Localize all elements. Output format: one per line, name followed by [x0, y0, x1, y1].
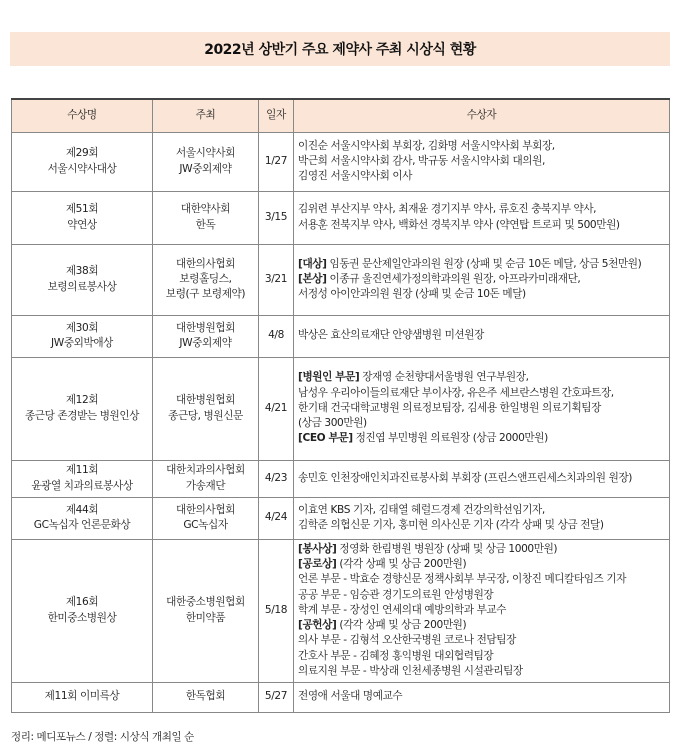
table-row: [12, 191, 670, 244]
header-winners: 수상자: [294, 99, 670, 132]
winners-cell: [294, 191, 670, 244]
winner-text: 박상은 효산의료재단 안양샘병원 미션원장: [298, 329, 484, 342]
host-cell: [153, 539, 259, 682]
winner-text: 간호사 부문 - 김혜정 홍익병원 대외협력팀장: [298, 649, 494, 662]
award-name-cell-line: 제44회: [65, 503, 99, 516]
category-label: [봉사상]: [298, 543, 337, 556]
host-cell-line: 서울시약사회: [175, 147, 235, 160]
award-name-cell-line: 제11회 이미륵상: [44, 690, 120, 703]
host-cell-line: 가송재단: [185, 479, 226, 492]
award-name-cell-line: GC녹십자 언론문화상: [33, 519, 131, 531]
winner-line: [298, 287, 663, 302]
winner-text: 언론 부문 - 박효순 경향신문 정책사회부 부국장, 이창진 메디칼타임즈 기자: [298, 573, 627, 586]
award-name-cell-line: 윤광열 치과의료봉사상: [31, 479, 133, 492]
date-cell: 4/24: [259, 497, 294, 539]
winner-line: [298, 328, 663, 343]
table-row: [12, 315, 670, 357]
winner-text: 이효연 KBS 기자, 김태열 헤럴드경제 건강의학선임기자,: [298, 503, 545, 516]
table-body: [12, 132, 670, 712]
winner-line: [298, 664, 663, 679]
winner-text: (각각 상패 및 상금 200만원): [336, 619, 467, 632]
award-name-cell: [12, 460, 153, 497]
category-label: [대상]: [298, 257, 327, 270]
winner-text: 학계 부문 - 장성인 연세의대 예방의학과 부교수: [298, 603, 507, 616]
winner-text: 장재영 순천향대서울병원 연구부원장,: [359, 371, 529, 384]
winner-line: [298, 572, 663, 587]
winner-text: 정영화 한림병원 병원장 (상패 및 상금 1000만원): [336, 543, 558, 556]
source-note: 정리: 메디포뉴스 / 정렬: 시상식 개최일 순: [11, 731, 194, 743]
winner-line: [298, 416, 663, 431]
winners-cell: [294, 682, 670, 712]
date-cell: 4/23: [259, 460, 294, 497]
winner-text: 전영애 서울대 명예교수: [298, 690, 403, 703]
award-name-cell-line: 약연상: [67, 218, 97, 231]
winners-cell: [294, 460, 670, 497]
winners-cell: [294, 539, 670, 682]
host-cell-line: 보령홀딩스,: [179, 272, 232, 285]
winner-text: 정진엽 부민병원 의료원장 (상금 2000만원): [352, 432, 548, 445]
table-row: [12, 132, 670, 191]
host-cell-line: 대한병원협회: [175, 394, 235, 407]
host-cell: [153, 244, 259, 315]
award-name-cell-line: 보령의료봉사상: [47, 280, 117, 293]
host-cell-line: 대한중소병원협회: [166, 596, 245, 609]
award-name-cell-line: 제11회: [65, 464, 99, 477]
date-cell: 3/15: [259, 191, 294, 244]
host-cell-line: 대한병원협회: [175, 321, 235, 334]
award-name-cell-line: 종근당 존경받는 병원인상: [24, 409, 140, 422]
winner-text: 남성우 우리아이들의료재단 부이사장, 유은주 세브란스병원 간호파트장,: [298, 386, 614, 399]
award-name-cell: [12, 539, 153, 682]
header-host: 주최: [153, 99, 259, 132]
table-row: [12, 682, 670, 712]
winner-text: (상금 300만원): [298, 417, 367, 430]
winner-text: 김학준 의협신문 기자, 홍미현 의사신문 기자 (각각 상패 및 상금 전달): [298, 519, 604, 531]
table-row: [12, 244, 670, 315]
header-date: 일자: [259, 99, 294, 132]
table-row: [12, 539, 670, 682]
host-cell: [153, 191, 259, 244]
host-cell: [153, 315, 259, 357]
host-cell-line: 한미약품: [185, 611, 226, 624]
winner-line: [298, 603, 663, 618]
winner-line: [298, 503, 663, 518]
winner-text: 박근희 서울시약사회 감사, 박규동 서울시약사회 대의원,: [298, 154, 545, 167]
category-label: [본상]: [298, 272, 327, 285]
date-cell: 3/21: [259, 244, 294, 315]
winner-line: [298, 218, 663, 233]
winner-line: [298, 557, 663, 572]
date-cell: 5/27: [259, 682, 294, 712]
winners-cell: [294, 244, 670, 315]
award-name-cell-line: 제12회: [65, 394, 99, 407]
host-cell: [153, 497, 259, 539]
winner-line: [298, 169, 663, 184]
winner-line: [298, 588, 663, 603]
award-name-cell-line: 제16회: [65, 596, 99, 609]
winner-line: [298, 370, 663, 385]
host-cell-line: 한독: [195, 218, 216, 231]
award-name-cell: [12, 191, 153, 244]
winner-line: [298, 689, 663, 704]
date-cell: 1/27: [259, 132, 294, 191]
host-cell-line: JW중외제약: [179, 162, 232, 175]
host-cell: [153, 682, 259, 712]
date-cell: 4/21: [259, 357, 294, 460]
winner-line: [298, 518, 663, 533]
table-header-row: [12, 99, 670, 132]
award-name-cell-line: 서울시약사대상: [47, 162, 117, 175]
winner-line: [298, 139, 663, 154]
category-label: [공헌상]: [298, 619, 337, 632]
winner-text: 송민호 인천장애인치과진료봉사회 부회장 (프린스앤프린세스치과의원 원장): [298, 471, 633, 484]
award-name-cell-line: 제51회: [65, 203, 99, 216]
winner-line: [298, 257, 663, 272]
winner-text: 임동권 문산제일안과의원 원장 (상패 및 순금 10돈 메달, 상금 5천만원): [326, 257, 642, 270]
category-label: [병원인 부문]: [298, 371, 360, 384]
page-title-text: 2022년 상반기 주요 제약사 주최 시상식 현황: [204, 42, 476, 58]
host-cell-line: GC녹십자: [183, 519, 228, 531]
winner-text: 의료지원 부문 - 박상래 인천세종병원 시설관리팀장: [298, 664, 523, 677]
award-name-cell: [12, 315, 153, 357]
host-cell: [153, 132, 259, 191]
winners-cell: [294, 497, 670, 539]
award-name-cell-line: 한미중소병원상: [47, 611, 117, 624]
winner-text: (각각 상패 및 상금 200만원): [336, 558, 467, 571]
winner-line: [298, 431, 663, 446]
winner-line: [298, 618, 663, 633]
header-award: 수상명: [12, 99, 153, 132]
winner-line: [298, 386, 663, 401]
winners-cell: [294, 132, 670, 191]
winner-text: 김영진 서울시약사회 이사: [298, 170, 413, 183]
host-cell-line: JW중외제약: [179, 337, 232, 349]
winner-text: 한기태 건국대학교병원 의료정보팀장, 김세용 한일병원 의료기획팀장: [298, 401, 601, 414]
host-cell-line: 대한약사회: [180, 203, 231, 216]
page-title: [10, 32, 670, 66]
host-cell: [153, 460, 259, 497]
host-cell-line: 대한의사협회: [175, 257, 235, 270]
award-name-cell-line: JW중외박애상: [51, 337, 113, 349]
award-name-cell: [12, 497, 153, 539]
host-cell-line: 보령(구 보령제약): [165, 288, 246, 301]
winner-line: [298, 633, 663, 648]
winner-line: [298, 272, 663, 287]
host-cell-line: 한독협회: [185, 690, 226, 703]
award-name-cell: [12, 244, 153, 315]
winner-line: [298, 401, 663, 416]
award-name-cell: [12, 132, 153, 191]
category-label: [공로상]: [298, 558, 337, 571]
winner-text: 김위련 부산지부 약사, 최재윤 경기지부 약사, 류호진 충북지부 약사,: [298, 203, 597, 216]
award-name-cell: [12, 357, 153, 460]
category-label: [CEO 부문]: [298, 432, 353, 445]
date-cell: 4/8: [259, 315, 294, 357]
winners-cell: [294, 357, 670, 460]
winner-text: 이종규 울진연세가정의학과의원 원장, 아프라카미래재단,: [326, 272, 581, 285]
winner-line: [298, 471, 663, 486]
host-cell-line: 대한의사협회: [175, 503, 235, 516]
winners-cell: [294, 315, 670, 357]
winner-text: 서정성 아이안과의원 원장 (상패 및 순금 10돈 메달): [298, 288, 526, 301]
award-name-cell-line: 제30회: [65, 321, 99, 334]
host-cell: [153, 357, 259, 460]
winner-text: 서용훈 전북지부 약사, 백화선 경북지부 약사 (약연탑 트로피 및 500만원): [298, 218, 620, 231]
winner-text: 이진순 서울시약사회 부회장, 김화명 서울시약사회 부회장,: [298, 139, 555, 152]
host-cell-line: 종근당, 병원신문: [168, 409, 243, 422]
winner-line: [298, 202, 663, 217]
award-name-cell-line: 제38회: [65, 265, 99, 278]
winner-line: [298, 649, 663, 664]
award-name-cell: [12, 682, 153, 712]
winner-text: 공공 부문 - 임승관 경기도의료원 안성병원장: [298, 588, 494, 601]
table-row: [12, 497, 670, 539]
awards-table: [11, 98, 670, 713]
winner-text: 의사 부문 - 김형석 오산한국병원 코로나 전담팀장: [298, 634, 516, 647]
table-row: [12, 460, 670, 497]
host-cell-line: 대한치과의사협회: [166, 464, 245, 477]
date-cell: 5/18: [259, 539, 294, 682]
table-row: [12, 357, 670, 460]
winner-line: [298, 542, 663, 557]
award-name-cell-line: 제29회: [65, 147, 99, 160]
winner-line: [298, 154, 663, 169]
